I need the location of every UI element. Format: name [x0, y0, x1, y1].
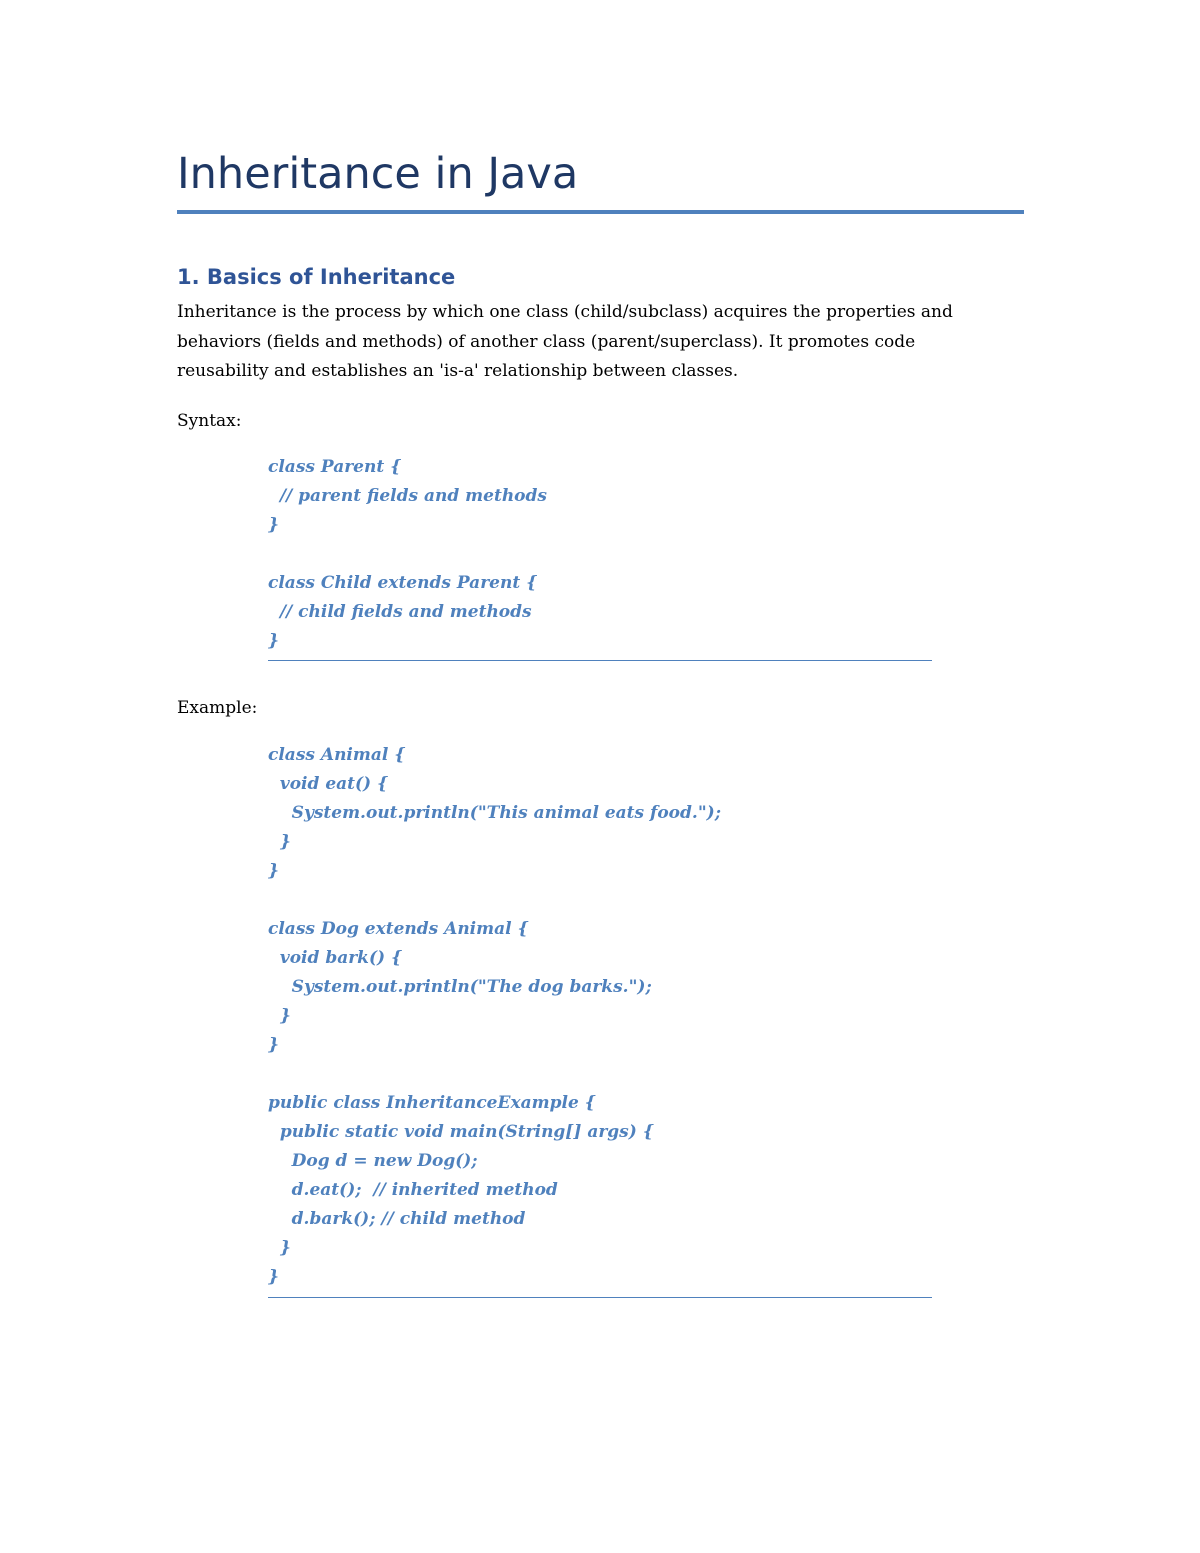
code-line: public class InheritanceExample {	[268, 1093, 596, 1113]
code-line	[268, 1060, 932, 1089]
code-line: public static void main(String[] args) {	[268, 1122, 654, 1142]
paragraph-line-3: reusability and establishes an 'is-a' relationship between classes.	[177, 361, 739, 381]
title-underline	[177, 210, 1024, 214]
code-line: }	[268, 515, 279, 535]
code-line	[268, 540, 932, 569]
code-line: }	[268, 631, 279, 651]
code-line: System.out.println("This animal eats food.");	[268, 803, 721, 823]
code-line: }	[268, 832, 291, 852]
code-line: }	[268, 861, 279, 881]
code-line: void eat() {	[268, 774, 388, 794]
code-line	[268, 886, 932, 915]
code-line: }	[268, 1267, 279, 1287]
paragraph-line-1: Inheritance is the process by which one class (child/subclass) acquires the properties and	[177, 302, 953, 322]
code-line: Dog d = new Dog();	[268, 1151, 478, 1171]
code-line: class Dog extends Animal {	[268, 919, 529, 939]
syntax-label: Syntax:	[177, 411, 242, 431]
document-title: Inheritance in Java	[177, 149, 579, 199]
example-code-block	[268, 741, 932, 1298]
code-line: class Parent {	[268, 457, 402, 477]
code-line: }	[268, 1238, 291, 1258]
code-line: d.eat(); // inherited method	[268, 1180, 558, 1200]
syntax-code-block	[268, 453, 932, 661]
code-line: class Child extends Parent {	[268, 573, 538, 593]
code-line: System.out.println("The dog barks.");	[268, 977, 652, 997]
code-line: // child fields and methods	[268, 602, 532, 622]
section-heading: 1. Basics of Inheritance	[177, 265, 456, 289]
code-line: void bark() {	[268, 948, 402, 968]
code-line: // parent fields and methods	[268, 486, 547, 506]
code-line: class Animal {	[268, 745, 406, 765]
paragraph-line-2: behaviors (fields and methods) of another class (parent/superclass). It promotes code	[177, 332, 916, 352]
code-line: }	[268, 1035, 279, 1055]
code-line: d.bark(); // child method	[268, 1209, 526, 1229]
example-label: Example:	[177, 698, 258, 718]
code-line: }	[268, 1006, 291, 1026]
